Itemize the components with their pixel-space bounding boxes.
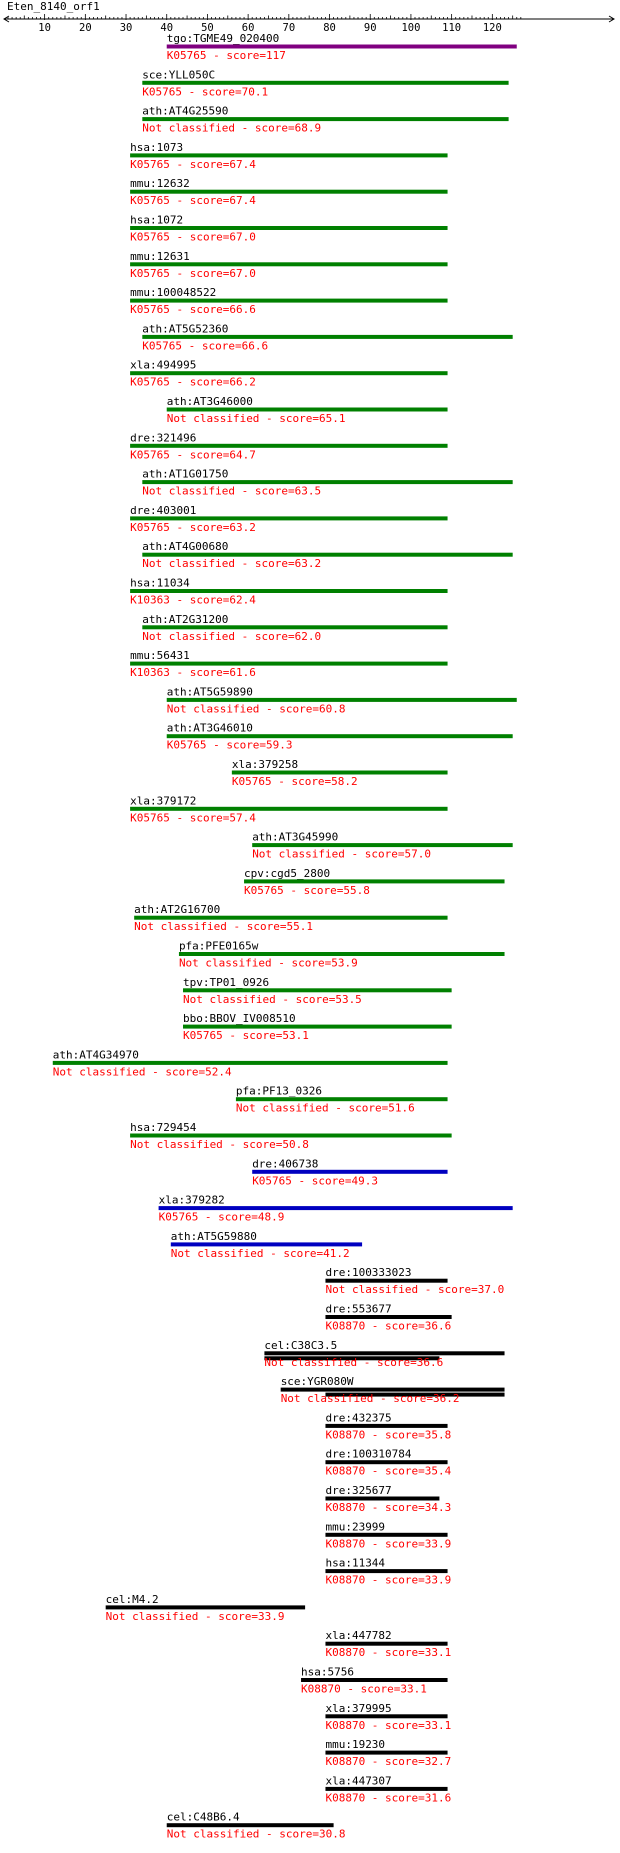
alignment-bar[interactable] bbox=[236, 1097, 448, 1101]
alignment-bar[interactable] bbox=[325, 1497, 439, 1501]
tick-label: 100 bbox=[401, 22, 421, 34]
alignment-bar[interactable] bbox=[142, 553, 512, 557]
alignment-bar[interactable] bbox=[130, 516, 447, 520]
alignment-bar[interactable] bbox=[325, 1751, 447, 1755]
hit-row bbox=[130, 286, 447, 316]
hit-row bbox=[325, 1557, 451, 1587]
hit-classification-link[interactable]: Not classified - score=63.2 bbox=[142, 557, 322, 571]
tick-label: 50 bbox=[201, 22, 214, 34]
hit-classification-link[interactable]: K05765 - score=66.6 bbox=[142, 339, 269, 353]
hit-name-link[interactable]: ath:AT4G25590 bbox=[142, 104, 229, 118]
hit-row bbox=[281, 1375, 505, 1405]
hit-classification-link[interactable]: K05765 - score=55.8 bbox=[244, 883, 370, 897]
hit-row bbox=[232, 758, 448, 788]
hit-classification-link[interactable]: Not classified - score=41.2 bbox=[170, 1246, 350, 1260]
hit-name-link[interactable]: hsa:11034 bbox=[130, 576, 190, 590]
hit-name-link[interactable]: ath:AT1G01750 bbox=[142, 467, 229, 481]
hit-row bbox=[301, 1666, 448, 1696]
hit-classification-link[interactable]: K08870 - score=34.3 bbox=[325, 1501, 452, 1514]
tick-label: 120 bbox=[482, 22, 502, 34]
alignment-bar[interactable] bbox=[179, 952, 505, 956]
hit-classification-link[interactable]: K10363 - score=62.4 bbox=[130, 593, 256, 607]
hit-name-link[interactable]: ath:AT2G16700 bbox=[134, 903, 221, 917]
alignment-bar[interactable] bbox=[325, 1533, 447, 1537]
hit-row bbox=[236, 1085, 448, 1115]
hit-row bbox=[130, 649, 447, 679]
alignment-bar[interactable] bbox=[130, 299, 447, 303]
hit-row bbox=[142, 105, 508, 135]
hit-row bbox=[142, 613, 447, 643]
alignment-bar[interactable] bbox=[142, 117, 508, 121]
hit-row bbox=[167, 722, 513, 752]
hit-classification-link[interactable]: Not classified - score=36.6 bbox=[264, 1355, 444, 1369]
hit-name-link[interactable]: tpv:TP01_0926 bbox=[183, 975, 270, 989]
hit-name-link[interactable]: dre:325677 bbox=[325, 1484, 392, 1497]
hit-row bbox=[130, 794, 447, 824]
hit-classification-link[interactable]: K05765 - score=48.9 bbox=[158, 1210, 285, 1224]
hit-row bbox=[130, 504, 447, 534]
alignment-bar[interactable] bbox=[130, 371, 447, 375]
hit-row bbox=[325, 1702, 451, 1732]
hit-name-link[interactable]: dre:406738 bbox=[252, 1157, 319, 1171]
alignment-bar[interactable] bbox=[183, 988, 452, 992]
hit-name-link[interactable]: cel:M4.2 bbox=[105, 1592, 159, 1606]
hit-classification-link[interactable]: Not classified - score=53.5 bbox=[183, 992, 362, 1006]
hit-classification-link[interactable]: K08870 - score=31.6 bbox=[325, 1791, 452, 1805]
hit-row bbox=[264, 1339, 504, 1369]
hit-name-link[interactable]: hsa:1073 bbox=[130, 140, 184, 154]
tick-label: 70 bbox=[282, 22, 296, 34]
alignment-bar[interactable] bbox=[301, 1678, 448, 1682]
hit-name-link[interactable]: cpv:cgd5_2800 bbox=[244, 866, 331, 880]
hit-row bbox=[142, 540, 512, 570]
hit-row bbox=[183, 1012, 452, 1042]
hit-row bbox=[325, 1738, 451, 1768]
hit-name-link[interactable]: ath:AT4G34970 bbox=[52, 1048, 139, 1062]
hit-row bbox=[130, 177, 447, 207]
alignment-bar[interactable] bbox=[167, 408, 448, 412]
hit-name-link[interactable]: xla:379995 bbox=[325, 1701, 392, 1715]
hit-row bbox=[130, 214, 447, 244]
alignment-bar[interactable] bbox=[130, 190, 447, 194]
hit-classification-link[interactable]: K08870 - score=33.1 bbox=[325, 1718, 452, 1732]
hit-classification-link[interactable]: K10363 - score=61.6 bbox=[130, 666, 256, 680]
tick-label: 80 bbox=[323, 22, 336, 34]
hit-row bbox=[171, 1230, 362, 1260]
alignment-bar[interactable] bbox=[142, 81, 508, 85]
hit-classification-link[interactable]: Not classified - score=53.9 bbox=[178, 956, 358, 970]
hit-classification-link[interactable]: Not classified - score=36.2 bbox=[280, 1392, 460, 1406]
alignment-bar[interactable] bbox=[325, 1714, 447, 1718]
hit-name-link[interactable]: cel:C48B6.4 bbox=[166, 1810, 240, 1824]
alignment-bar[interactable] bbox=[281, 1388, 505, 1392]
hit-classification-link[interactable]: K05765 - score=59.3 bbox=[166, 738, 293, 752]
query-title: Eten_8140_orf1 bbox=[7, 0, 100, 13]
hit-classification-link[interactable]: K05765 - score=49.3 bbox=[252, 1174, 379, 1188]
hit-row bbox=[130, 359, 447, 389]
hit-classification-link[interactable]: Not classified - score=68.9 bbox=[142, 121, 322, 135]
hit-name-link[interactable]: mmu:12631 bbox=[130, 249, 190, 263]
hit-classification-link[interactable]: K08870 - score=35.8 bbox=[325, 1428, 452, 1442]
hit-classification-link[interactable]: Not classified - score=37.0 bbox=[325, 1283, 505, 1297]
hit-classification-link[interactable]: K05765 - score=58.2 bbox=[231, 775, 358, 788]
hit-classification-link[interactable]: K08870 - score=33.9 bbox=[325, 1537, 452, 1551]
hit-row bbox=[325, 1520, 451, 1550]
alignment-bar[interactable] bbox=[130, 589, 447, 593]
hit-row bbox=[244, 867, 504, 897]
alignment-bar[interactable] bbox=[130, 262, 447, 266]
alignment-bar[interactable] bbox=[130, 444, 447, 448]
hit-row bbox=[130, 1121, 452, 1151]
hit-name-link[interactable]: sce:YGR080W bbox=[280, 1375, 354, 1389]
hit-classification-link[interactable]: Not classified - score=57.0 bbox=[252, 847, 432, 861]
hit-row bbox=[130, 577, 447, 607]
hit-name-link[interactable]: ath:AT2G31200 bbox=[142, 612, 229, 626]
hit-row bbox=[134, 903, 447, 933]
alignment-bar[interactable] bbox=[106, 1605, 305, 1609]
hit-name-link[interactable]: sce:YLL050C bbox=[142, 68, 216, 82]
hit-row bbox=[167, 1811, 346, 1841]
tick-label: 40 bbox=[160, 22, 174, 34]
hit-name-link[interactable]: ath:AT4G00680 bbox=[142, 540, 229, 554]
hit-classification-link[interactable]: K05765 - score=66.2 bbox=[130, 375, 256, 389]
alignment-bar[interactable] bbox=[325, 1279, 447, 1283]
hit-row bbox=[130, 141, 447, 171]
tick-label: 20 bbox=[79, 22, 92, 34]
hit-name-link[interactable]: dre:553677 bbox=[325, 1302, 392, 1316]
tick-label: 30 bbox=[119, 22, 133, 34]
alignment-bar[interactable] bbox=[183, 1025, 452, 1029]
hit-classification-link[interactable]: K08870 - score=33.1 bbox=[325, 1646, 452, 1660]
hit-classification-link[interactable]: K08870 - score=33.9 bbox=[325, 1573, 452, 1587]
hit-row bbox=[325, 1629, 451, 1659]
hit-name-link[interactable]: mmu:12632 bbox=[130, 177, 190, 191]
hit-row bbox=[130, 431, 447, 461]
alignment-bar[interactable] bbox=[142, 480, 512, 484]
alignment-bar[interactable] bbox=[325, 1424, 447, 1428]
hit-name-link[interactable]: ath:AT3G46010 bbox=[166, 721, 253, 735]
hit-name-link[interactable]: ath:AT3G46000 bbox=[166, 395, 253, 408]
hit-list bbox=[53, 32, 517, 1841]
hit-row bbox=[142, 68, 508, 98]
hit-name-link[interactable]: dre:321496 bbox=[130, 431, 197, 445]
alignment-bar[interactable] bbox=[244, 879, 504, 883]
hit-name-link[interactable]: xla:379172 bbox=[130, 794, 197, 808]
alignment-bar[interactable] bbox=[130, 662, 447, 666]
tick-label: 110 bbox=[442, 22, 462, 34]
alignment-bar[interactable] bbox=[134, 916, 447, 920]
hit-row bbox=[142, 322, 512, 352]
hit-name-link[interactable]: mmu:19230 bbox=[325, 1738, 386, 1752]
hit-classification-link[interactable]: K05765 - score=53.1 bbox=[183, 1029, 309, 1043]
hit-classification-link[interactable]: K05765 - score=67.0 bbox=[130, 230, 256, 244]
hit-classification-link[interactable]: K05765 - score=66.6 bbox=[130, 303, 256, 317]
alignment-bar[interactable] bbox=[130, 226, 447, 230]
hit-classification-link[interactable]: Not classified - score=65.1 bbox=[166, 412, 346, 425]
alignment-bar[interactable] bbox=[142, 625, 447, 629]
hit-name-link[interactable]: dre:403001 bbox=[130, 503, 197, 517]
tick-label: 10 bbox=[38, 22, 51, 34]
hit-name-link[interactable]: tgo:TGME49_020400 bbox=[166, 32, 280, 45]
alignment-bar[interactable] bbox=[171, 1242, 362, 1246]
hit-row bbox=[179, 940, 505, 970]
hit-name-link[interactable]: bbo:BBOV_IV008510 bbox=[183, 1012, 296, 1026]
alignment-bar[interactable] bbox=[142, 335, 512, 339]
hit-classification-link[interactable]: Not classified - score=50.8 bbox=[130, 1138, 309, 1151]
hit-row bbox=[325, 1448, 451, 1478]
hit-name-link[interactable]: ath:AT5G52360 bbox=[142, 322, 229, 336]
hit-name-link[interactable]: dre:432375 bbox=[325, 1411, 392, 1425]
hit-name-link[interactable]: hsa:729454 bbox=[130, 1121, 197, 1134]
hit-classification-link[interactable]: Not classified - score=52.4 bbox=[52, 1065, 232, 1079]
alignment-bar[interactable] bbox=[232, 771, 448, 775]
hit-row bbox=[130, 250, 447, 280]
hit-name-link[interactable]: ath:AT5G59880 bbox=[170, 1229, 257, 1243]
alignment-bar[interactable] bbox=[325, 1460, 447, 1464]
alignment-bar[interactable] bbox=[130, 153, 447, 157]
hit-name-link[interactable]: ath:AT5G59890 bbox=[166, 685, 253, 699]
tick-label: 60 bbox=[241, 22, 255, 34]
hit-name-link[interactable]: xla:379282 bbox=[158, 1193, 225, 1207]
hit-classification-link[interactable]: Not classified - score=55.1 bbox=[134, 920, 313, 934]
hit-name-link[interactable]: dre:100310784 bbox=[325, 1447, 412, 1461]
hit-classification-link[interactable]: K05765 - score=67.4 bbox=[130, 157, 256, 171]
hit-row bbox=[167, 395, 448, 425]
hit-name-link[interactable]: pfa:PF13_0326 bbox=[235, 1084, 323, 1098]
hit-row bbox=[325, 1774, 451, 1804]
hit-row bbox=[142, 468, 512, 498]
hit-classification-link[interactable]: Not classified - score=62.0 bbox=[142, 629, 322, 643]
hit-classification-link[interactable]: Not classified - score=60.8 bbox=[166, 702, 346, 716]
hit-row bbox=[159, 1194, 513, 1224]
hit-name-link[interactable]: xla:494995 bbox=[130, 358, 197, 372]
hit-name-link[interactable]: pfa:PFE0165w bbox=[178, 939, 259, 953]
hit-name-link[interactable]: hsa:5756 bbox=[301, 1665, 355, 1679]
hit-name-link[interactable]: dre:100333023 bbox=[325, 1266, 412, 1280]
alignment-bar[interactable] bbox=[130, 807, 447, 811]
hit-row bbox=[252, 831, 512, 861]
hit-classification-link[interactable]: K05765 - score=70.1 bbox=[142, 85, 269, 99]
alignment-bar[interactable] bbox=[252, 843, 512, 847]
hit-classification-link[interactable]: Not classified - score=51.6 bbox=[235, 1101, 415, 1115]
hit-name-link[interactable]: hsa:11344 bbox=[325, 1556, 386, 1570]
hit-classification-link[interactable]: K08870 - score=36.6 bbox=[325, 1319, 452, 1333]
hit-classification-link[interactable]: K08870 - score=35.4 bbox=[325, 1464, 452, 1478]
alignment-bar[interactable] bbox=[167, 698, 517, 702]
position-ruler bbox=[4, 14, 614, 34]
hit-row bbox=[325, 1303, 451, 1333]
hit-classification-link[interactable]: K05765 - score=67.4 bbox=[130, 194, 256, 208]
alignment-bar[interactable] bbox=[325, 1642, 447, 1646]
alignment-bar[interactable] bbox=[252, 1170, 447, 1174]
hit-classification-link[interactable]: Not classified - score=30.8 bbox=[166, 1827, 346, 1841]
hit-row bbox=[325, 1484, 451, 1514]
hit-name-link[interactable]: mmu:100048522 bbox=[130, 286, 217, 300]
alignment-bar[interactable] bbox=[159, 1206, 513, 1210]
hit-name-link[interactable]: xla:447782 bbox=[325, 1629, 392, 1643]
hit-row bbox=[325, 1411, 451, 1441]
hit-row bbox=[325, 1266, 504, 1296]
hit-row bbox=[183, 976, 452, 1006]
hit-classification-link[interactable]: K08870 - score=33.1 bbox=[301, 1682, 427, 1696]
tick-label: 90 bbox=[363, 22, 377, 34]
hit-classification-link[interactable]: K05765 - score=67.0 bbox=[130, 266, 256, 280]
alignment-bar[interactable] bbox=[325, 1315, 451, 1319]
hit-name-link[interactable]: mmu:23999 bbox=[325, 1520, 386, 1534]
alignment-bar[interactable] bbox=[167, 45, 517, 49]
hit-name-link[interactable]: ath:AT3G45990 bbox=[252, 830, 339, 844]
hit-classification-link[interactable]: Not classified - score=33.9 bbox=[105, 1609, 285, 1623]
hit-classification-link[interactable]: K05765 - score=64.7 bbox=[130, 448, 256, 462]
hit-classification-link[interactable]: Not classified - score=63.5 bbox=[142, 484, 322, 498]
alignment-bar[interactable] bbox=[167, 734, 513, 738]
hit-row bbox=[252, 1157, 447, 1187]
hit-classification-link[interactable]: K05765 - score=63.2 bbox=[130, 520, 256, 534]
alignment-bar[interactable] bbox=[325, 1787, 447, 1791]
hit-row bbox=[53, 1048, 448, 1078]
hit-name-link[interactable]: cel:C38C3.5 bbox=[264, 1338, 338, 1352]
alignment-bar[interactable] bbox=[264, 1351, 504, 1355]
hit-classification-link[interactable]: K05765 - score=117 bbox=[166, 49, 286, 62]
hit-name-link[interactable]: hsa:1072 bbox=[130, 213, 184, 227]
alignment-bar[interactable] bbox=[167, 1823, 334, 1827]
hit-row bbox=[106, 1593, 305, 1623]
hit-name-link[interactable]: xla:447307 bbox=[325, 1774, 392, 1788]
alignment-bar[interactable] bbox=[53, 1061, 448, 1065]
hit-row bbox=[167, 32, 517, 62]
hit-classification-link[interactable]: K08870 - score=32.7 bbox=[325, 1755, 452, 1769]
hit-classification-link[interactable]: K05765 - score=57.4 bbox=[130, 811, 256, 825]
hit-name-link[interactable]: xla:379258 bbox=[231, 758, 299, 771]
alignment-bar[interactable] bbox=[130, 1134, 452, 1138]
alignment-bar[interactable] bbox=[325, 1569, 447, 1573]
hit-name-link[interactable]: mmu:56431 bbox=[130, 649, 190, 663]
hit-row bbox=[167, 685, 517, 715]
